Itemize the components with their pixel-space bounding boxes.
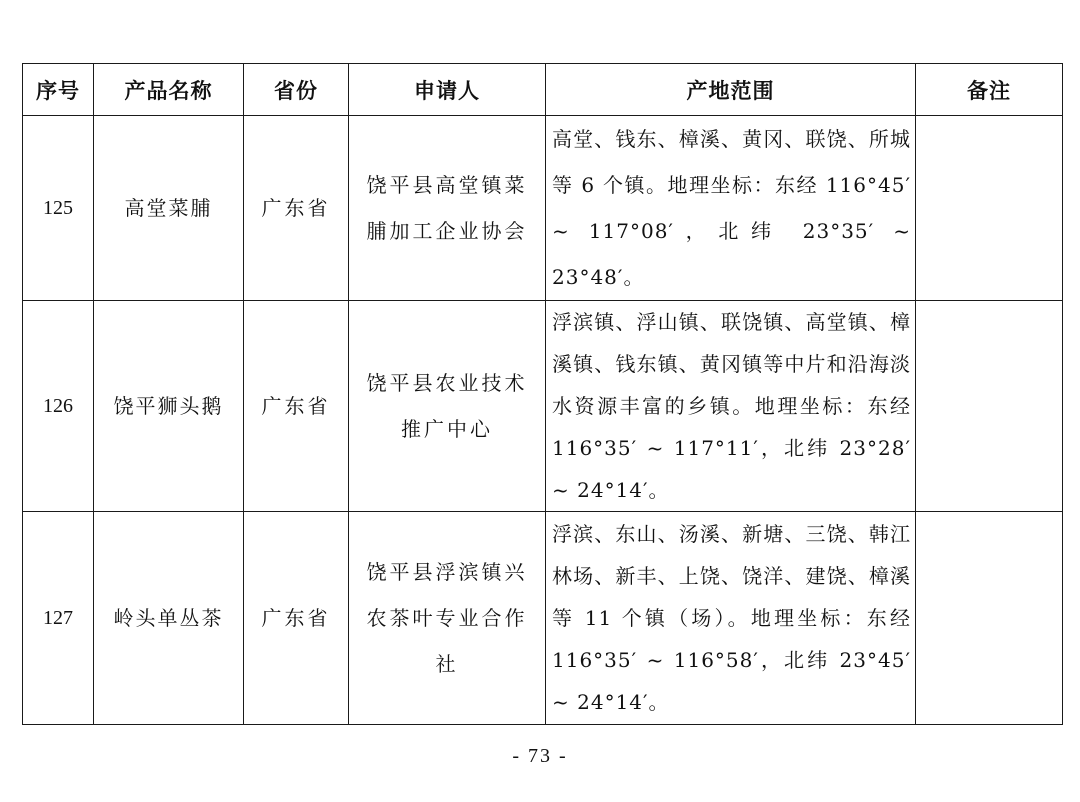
cell-province: 广东省 bbox=[244, 512, 349, 725]
cell-number: 125 bbox=[23, 116, 94, 301]
table-header-row bbox=[23, 64, 1063, 116]
cell-area: 浮滨、东山、汤溪、新塘、三饶、韩江林场、新丰、上饶、饶洋、建饶、樟溪等 11 个镇（场）。地理坐标：东经 116°35′ ~ 116°58′，北纬 23°45′ ~ 24°14′。 bbox=[546, 512, 916, 725]
cell-note bbox=[916, 512, 1063, 725]
header-product: 产品名称 bbox=[94, 64, 244, 116]
cell-note bbox=[916, 116, 1063, 301]
cell-applicant bbox=[349, 116, 546, 301]
cell-product: 岭头单丛茶 bbox=[94, 512, 244, 725]
cell-province: 广东省 bbox=[244, 301, 349, 512]
header-province: 省份 bbox=[244, 64, 349, 116]
table-row bbox=[23, 301, 1063, 512]
cell-product: 高堂菜脯 bbox=[94, 116, 244, 301]
cell-province: 广东省 bbox=[244, 116, 349, 301]
cell-area: 浮滨镇、浮山镇、联饶镇、高堂镇、樟溪镇、钱东镇、黄冈镇等中片和沿海淡水资源丰富的乡镇。地理坐标：东经 116°35′ ~ 117°11′，北纬 23°28′ ~ 24°14′。 bbox=[546, 301, 916, 512]
cell-product: 饶平狮头鹅 bbox=[94, 301, 244, 512]
header-area: 产地范围 bbox=[546, 64, 916, 116]
cell-note bbox=[916, 301, 1063, 512]
table-row bbox=[23, 512, 1063, 725]
cell-applicant bbox=[349, 301, 546, 512]
cell-number: 127 bbox=[23, 512, 94, 725]
cell-number: 126 bbox=[23, 301, 94, 512]
cell-area: 高堂、钱东、樟溪、黄冈、联饶、所城等 6 个镇。地理坐标：东经 116°45′ ~ 117°08′，北纬 23°35′ ~ 23°48′。 bbox=[546, 116, 916, 301]
header-applicant: 申请人 bbox=[349, 64, 546, 116]
cell-applicant-text: 饶平县浮滨镇兴农茶叶专业合作社 bbox=[366, 560, 528, 676]
geographic-indication-table bbox=[22, 63, 1063, 725]
cell-applicant-text: 饶平县高堂镇菜脯加工企业协会 bbox=[366, 173, 528, 243]
header-number: 序号 bbox=[23, 64, 94, 116]
cell-applicant-text: 饶平县农业技术推广中心 bbox=[366, 371, 528, 441]
header-note: 备注 bbox=[916, 64, 1063, 116]
cell-applicant bbox=[349, 512, 546, 725]
page-number: - 73 - bbox=[512, 745, 568, 767]
table-row bbox=[23, 116, 1063, 301]
